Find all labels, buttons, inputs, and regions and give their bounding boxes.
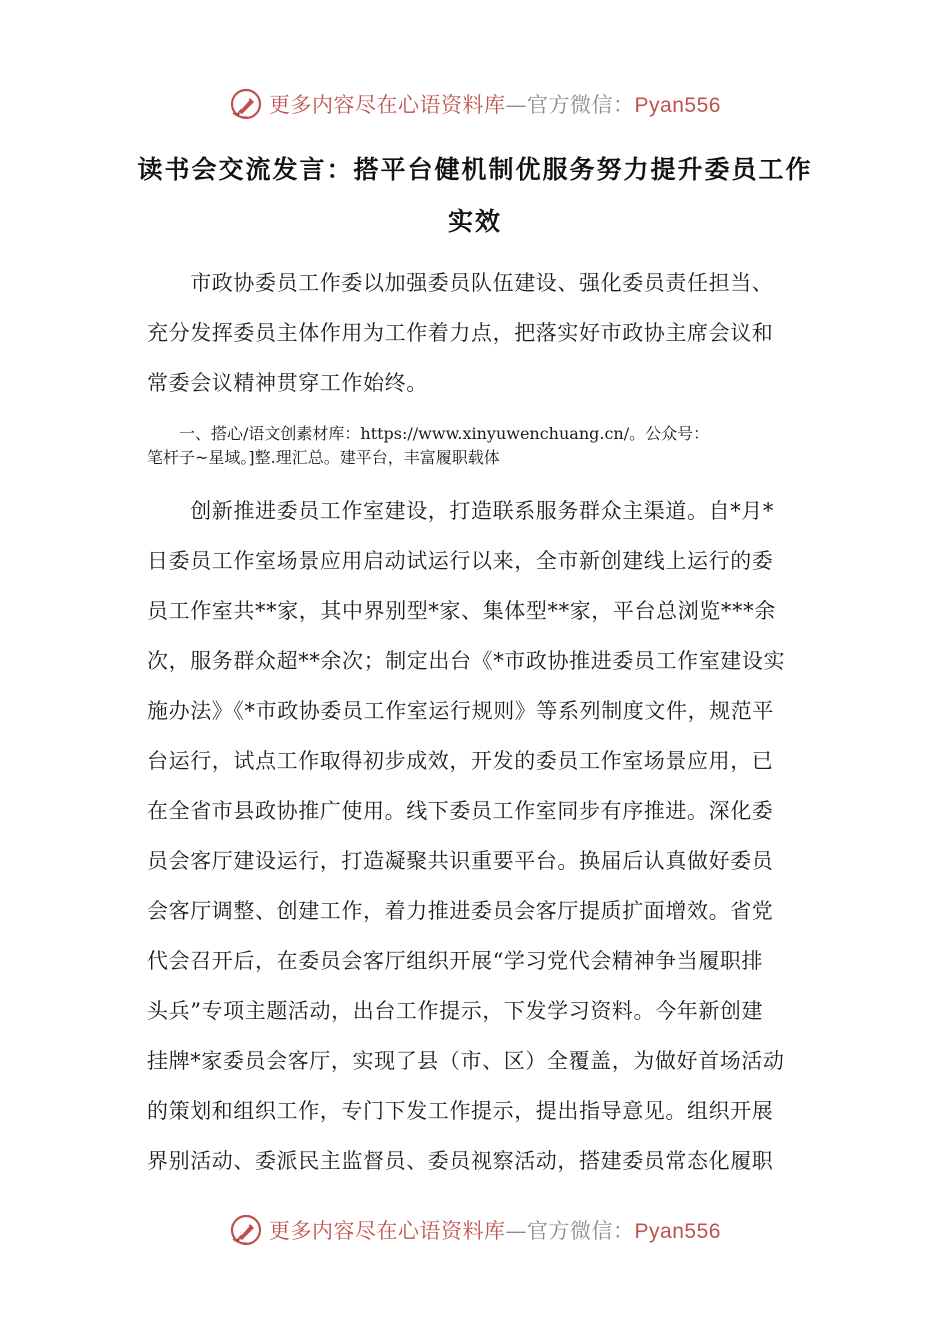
brand-wechat-label: 官方微信： xyxy=(527,93,635,117)
brand-wechat-id: Pyan556 xyxy=(634,1220,721,1243)
header-brand-banner xyxy=(0,84,950,124)
intro-paragraph xyxy=(147,258,807,408)
text-line: 充分发挥委员主体作用为工作着力点，把落实好市政协主席会议和 xyxy=(147,321,774,345)
footer-brand-banner xyxy=(0,1210,950,1250)
brand-main-text: 更多内容尽在心语资料库 xyxy=(269,93,506,117)
brand-main-text: 更多内容尽在心语资料库 xyxy=(269,1219,506,1243)
footer-brand-text xyxy=(269,1215,721,1245)
text-line: 施办法》《*市政协委员工作室运行规则》等系列制度文件，规范平 xyxy=(147,699,774,723)
brand-dash: — xyxy=(505,93,528,117)
document-title-line-2: 实效 xyxy=(447,207,502,236)
text-line: 笔杆子~星域。]整.理汇总。建平台，丰富履职载体 xyxy=(147,448,500,467)
brand-wechat-label: 官方微信： xyxy=(527,1219,635,1243)
text-line: 次，服务群众超**余次；制定出台《*市政协推进委员工作室建设实 xyxy=(147,649,786,673)
text-line: 台运行，试点工作取得初步成效，开发的委员工作室场景应用，已 xyxy=(147,749,774,773)
text-line: 一、搭心/语文创素材库：https://www.xinyuwenchuang.cn/。公众号： xyxy=(147,424,710,443)
text-line: 在全省市县政协推广使用。线下委员工作室同步有序推进。深化委 xyxy=(147,799,774,823)
text-line: 会客厅调整、创建工作，着力推进委员会客厅提质扩面增效。省党 xyxy=(147,899,774,923)
text-line: 市政协委员工作委以加强委员队伍建设、强化委员责任担当、 xyxy=(147,271,774,295)
text-line: 代会召开后，在委员会客厅组织开展“学习党代会精神争当履职排 xyxy=(147,949,764,973)
text-line: 的策划和组织工作，专门下发工作提示，提出指导意见。组织开展 xyxy=(147,1099,774,1123)
text-line: 头兵”专项主题活动，出台工作提示，下发学习资料。今年新创建 xyxy=(147,999,764,1023)
brand-wechat-id: Pyan556 xyxy=(634,94,721,117)
document-title-line-1: 读书会交流发言：搭平台健机制优服务努力提升委员工作 xyxy=(137,155,813,184)
text-line: 创新推进委员工作室建设，打造联系服务群众主渠道。自*月* xyxy=(147,499,774,523)
text-line: 日委员工作室场景应用启动试运行以来，全市新创建线上运行的委 xyxy=(147,549,774,573)
brand-dash: — xyxy=(505,1219,528,1243)
text-line: 常委会议精神贯穿工作始终。 xyxy=(147,371,428,395)
text-line: 员会客厅建设运行，打造凝聚共识重要平台。换届后认真做好委员 xyxy=(147,849,774,873)
text-line: 界别活动、委派民主监督员、委员视察活动，搭建委员常态化履职 xyxy=(147,1149,774,1173)
header-brand-text xyxy=(269,89,721,119)
body-paragraph xyxy=(147,486,807,1186)
pen-nib-logo-icon xyxy=(229,87,263,121)
text-line: 员工作室共**家，其中界别型*家、集体型**家，平台总浏览***余 xyxy=(147,599,776,623)
section-1-heading xyxy=(147,422,807,470)
text-line: 挂牌*家委员会客厅，实现了县（市、区）全覆盖，为做好首场活动 xyxy=(147,1049,785,1073)
pen-nib-logo-icon xyxy=(229,1213,263,1247)
